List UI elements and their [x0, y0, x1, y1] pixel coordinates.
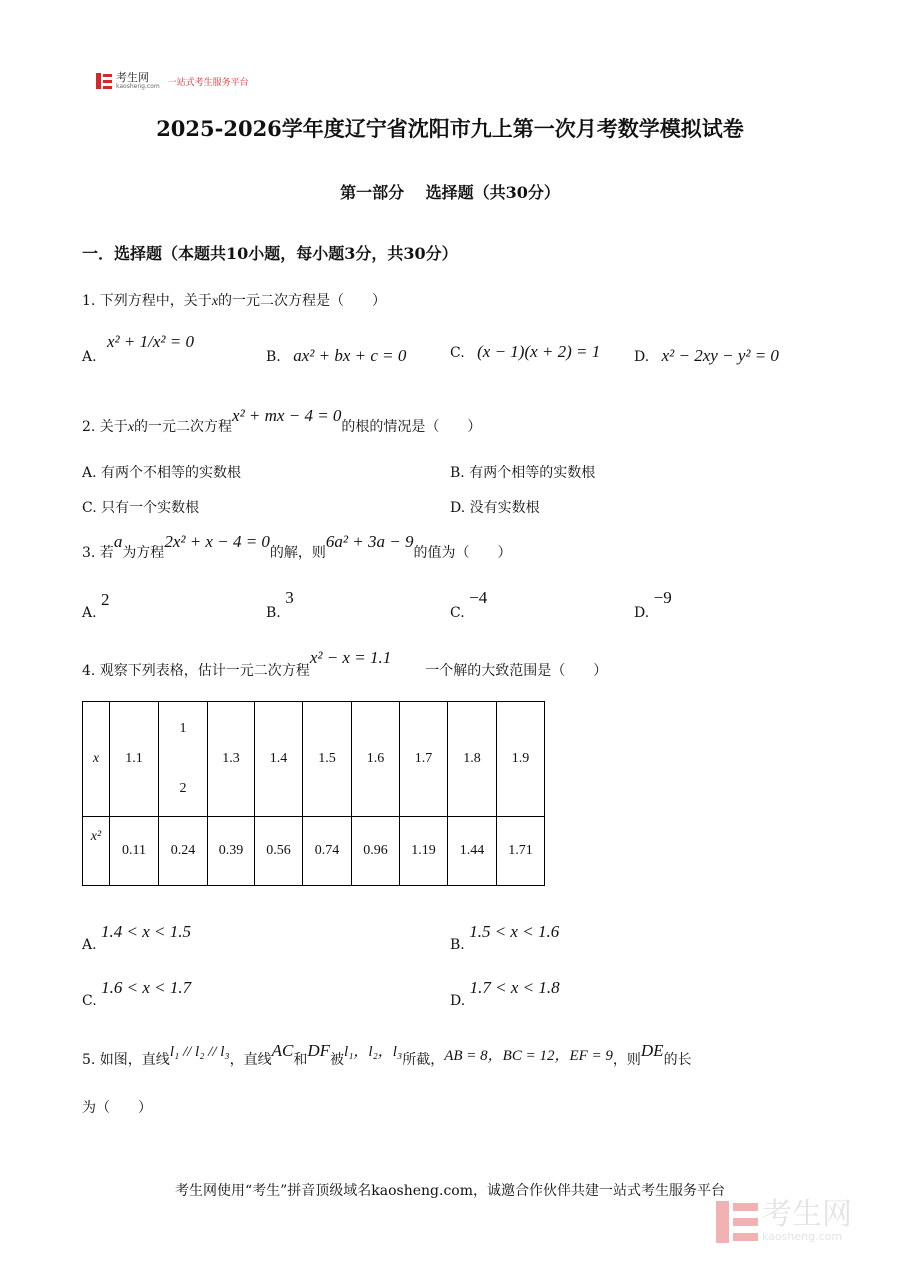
table-cell: 0.74	[303, 817, 352, 886]
table-cell: 1.44	[448, 817, 497, 886]
question-2-stem: 2. 关于x的一元二次方程x² + mx − 4 = 0的根的情况是（ ）	[82, 406, 482, 435]
table-row-head: x²	[83, 817, 110, 886]
table-cell: 0.56	[255, 817, 303, 886]
logo-domain: kaosheng.com	[116, 83, 160, 90]
q2-option-b[interactable]: B. 有两个相等的实数根	[450, 465, 596, 481]
q4-option-c[interactable]: C. 1.6 < x < 1.7	[82, 978, 192, 1009]
watermark-name: 考生网	[762, 1197, 852, 1232]
logo-slogan: 一站式考生服务平台	[167, 77, 249, 88]
value-table	[82, 701, 545, 886]
table-cell: 1.9	[497, 702, 545, 817]
table-cell: 1.7	[400, 702, 448, 817]
section-heading: 一．选择题（本题共10小题，每小题3分，共30分）	[82, 244, 458, 263]
table-cell: 1.6	[352, 702, 400, 817]
part-heading: 第一部分 选择题（共30分）	[340, 183, 560, 202]
logo-icon	[96, 73, 112, 89]
site-logo	[96, 72, 249, 90]
table-cell: 0.11	[110, 817, 159, 886]
page-footer: 考生网使用“考生”拼音顶级域名kaosheng.com，诚邀合作伙伴共建一站式考生服务平台	[174, 1183, 726, 1199]
q3-option-d[interactable]: D. −9	[634, 588, 672, 621]
q1-option-b[interactable]: B. ax² + bx + c = 0	[266, 346, 407, 365]
q1-option-c[interactable]: C. (x − 1)(x + 2) = 1	[450, 342, 601, 361]
q4-option-d[interactable]: D. 1.7 < x < 1.8	[450, 978, 560, 1009]
logo-name: 考生网	[116, 71, 149, 84]
q4-option-a[interactable]: A. 1.4 < x < 1.5	[82, 922, 192, 953]
q1-option-a[interactable]: A. x² + 1/x² = 0	[82, 332, 194, 365]
table-cell: 0.24	[159, 817, 208, 886]
table-cell: 1.5	[303, 702, 352, 817]
q3-option-a[interactable]: A. 2	[82, 590, 110, 621]
table-cell: 1.8	[448, 702, 497, 817]
watermark-domain: kaosheng.com	[762, 1230, 843, 1243]
table-cell: 1.19	[400, 817, 448, 886]
table-cell: 1.71	[497, 817, 545, 886]
watermark-logo	[716, 1197, 852, 1243]
question-4-stem: 4. 观察下列表格，估计一元二次方程x² − x = 1.1一个解的大致范围是（ ）	[82, 648, 608, 679]
question-5-stem: 5. 如图，直线l₁ // l₂ // l₃，直线AC和DF被l₁，l₂，l₃所截，AB = 8，BC = 12，EF = 9，则DE的长	[82, 1041, 692, 1068]
question-5-stem-cont: 为（ ）	[82, 1100, 152, 1116]
table-cell: 0.96	[352, 817, 400, 886]
table-cell: 1 2	[159, 702, 208, 817]
table-row-head: x	[83, 702, 110, 817]
question-1-stem: 1. 下列方程中，关于x的一元二次方程是（ ）	[82, 293, 387, 309]
watermark-icon	[716, 1201, 758, 1243]
question-3-stem: 3. 若a为方程2x² + x − 4 = 0的解，则6a² + 3a − 9的值为（ ）	[82, 532, 512, 561]
q2-option-d[interactable]: D. 没有实数根	[450, 500, 540, 516]
table-cell: 0.39	[208, 817, 255, 886]
q2-option-a[interactable]: A. 有两个不相等的实数根	[82, 465, 242, 481]
q3-option-b[interactable]: B. 3	[266, 588, 294, 621]
table-cell: 1.3	[208, 702, 255, 817]
q4-option-b[interactable]: B. 1.5 < x < 1.6	[450, 922, 560, 953]
table-cell: 1.1	[110, 702, 159, 817]
table-cell: 1.4	[255, 702, 303, 817]
q1-option-d[interactable]: D. x² − 2xy − y² = 0	[634, 346, 779, 365]
q3-option-c[interactable]: C. −4	[450, 588, 488, 621]
exam-title: 2025-2026学年度辽宁省沈阳市九上第一次月考数学模拟试卷	[156, 116, 744, 141]
q2-option-c[interactable]: C. 只有一个实数根	[82, 500, 200, 516]
